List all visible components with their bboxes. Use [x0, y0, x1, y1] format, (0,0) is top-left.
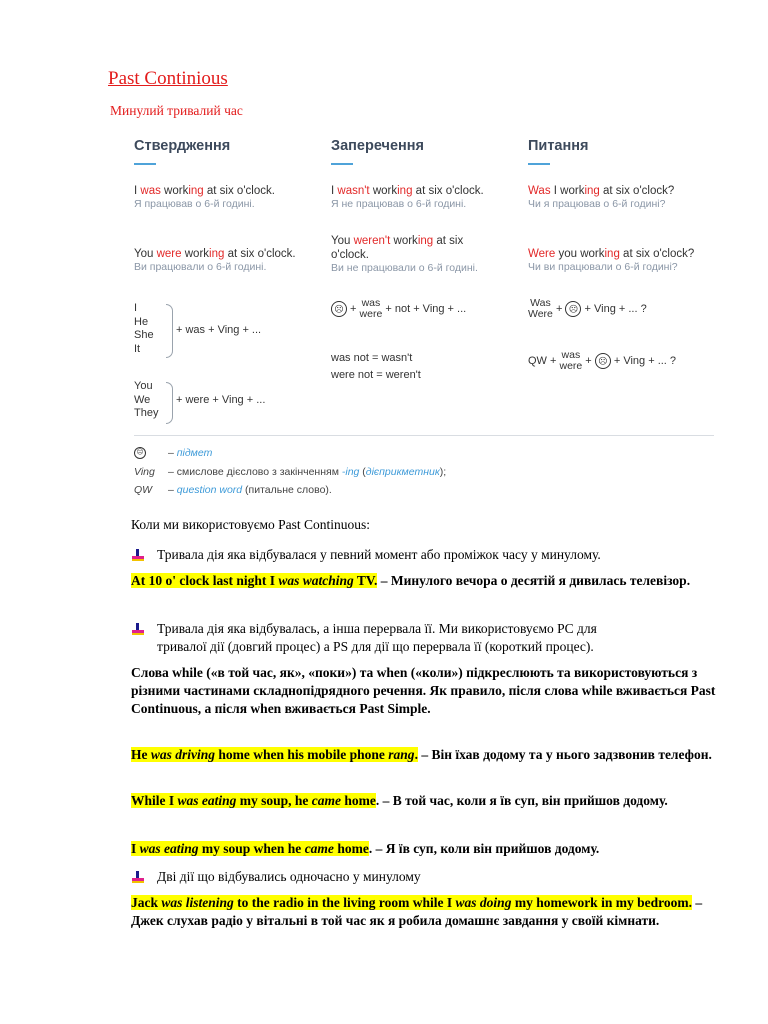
table-divider: [134, 435, 714, 436]
pronouns-plural: You We They: [134, 380, 159, 419]
subject-face-icon: ☹: [595, 353, 611, 369]
arrow-bullet-icon: [131, 870, 145, 884]
brace: [166, 304, 173, 358]
example-1: At 10 o' clock last night I was watching TV. – Минулого вечора о десятій я дивилась телевізор.: [131, 573, 691, 588]
question-formula-1: Was Were + ☹ + Ving + ... ?: [528, 297, 647, 320]
question-example-1: Was I working at six o'clock? Чи я працював о 6-й годині?: [528, 185, 675, 210]
example-2: He was driving home when his mobile phone rang. – Він їхав додому та у нього задзвонив телефон.: [131, 747, 712, 762]
while-when-paragraph: Слова while («в той час, як», «поки») та when («коли») підкреслюють та використовуються з різними частинами складнопідрядного речення. Як правило, після слова while вживається Past Continuous, а після when вживається Past Simple.: [131, 665, 716, 716]
negative-example-2: You weren't working at six o'clock. Ви не працювали о 6-й годині.: [331, 235, 478, 274]
question-formula-2: QW + was were + ☹ + Ving + ... ?: [528, 349, 677, 372]
legend-ving: Ving – смислове дієслово з закінченням -ing (дієприкметник);: [134, 466, 447, 478]
pronouns-singular: I He She It: [134, 302, 154, 355]
affirmative-example-2: You were working at six o'clock. Ви працювали о 6-й годині.: [134, 248, 296, 273]
example-5: Jack was listening to the radio in the living room while I was doing my homework in my bedroom. – Джек слухав радіо у вітальні в той час як я робила домашнє завдання у своїй кімнати.: [131, 895, 703, 928]
header-negative: Заперечення: [331, 138, 424, 154]
column-question: [528, 138, 718, 165]
header-question: Питання: [528, 138, 589, 154]
column-affirmative: [134, 138, 324, 165]
example-3: While I was eating my soup, he came home. – В той час, коли я їв суп, він прийшов додому.: [131, 793, 668, 808]
example-4: I was eating my soup when he came home. – Я їв суп, коли він прийшов додому.: [131, 841, 600, 856]
page-subtitle: Минулий тривалий час: [110, 103, 243, 118]
negative-example-1: I wasn't working at six o'clock. Я не працював о 6-й годині.: [331, 185, 484, 210]
arrow-bullet-icon: [131, 622, 145, 636]
legend-subject: ☹ – підмет: [134, 447, 212, 459]
intro-text: Коли ми використовуємо Past Continuous:: [131, 517, 371, 532]
grammar-table: [128, 138, 714, 503]
negative-formula: ☹ + was were + not + Ving + ...: [331, 298, 466, 320]
column-negative: [331, 138, 521, 165]
legend-qw: QW – question word (питальне слово).: [134, 484, 332, 496]
brace: [166, 382, 173, 424]
header-underline: [331, 163, 353, 165]
header-underline: [134, 163, 156, 165]
affirmative-example-1: I was working at six o'clock. Я працював о 6-й годині.: [134, 185, 275, 210]
question-example-2: Were you working at six o'clock? Чи ви працювали о 6-й годині?: [528, 248, 695, 273]
formula-were: + were + Ving + ...: [176, 394, 266, 406]
subject-face-icon: ☹: [565, 301, 581, 317]
header-underline: [528, 163, 550, 165]
arrow-bullet-icon: [131, 548, 145, 562]
negative-short-forms: was not = wasn't were not = weren't: [331, 352, 421, 381]
subject-face-icon: ☹: [331, 301, 347, 317]
page-title: Past Continious: [108, 68, 228, 89]
formula-was: + was + Ving + ...: [176, 324, 262, 336]
header-affirmative: Ствердження: [134, 138, 231, 154]
subject-face-icon: ☹: [134, 447, 146, 459]
